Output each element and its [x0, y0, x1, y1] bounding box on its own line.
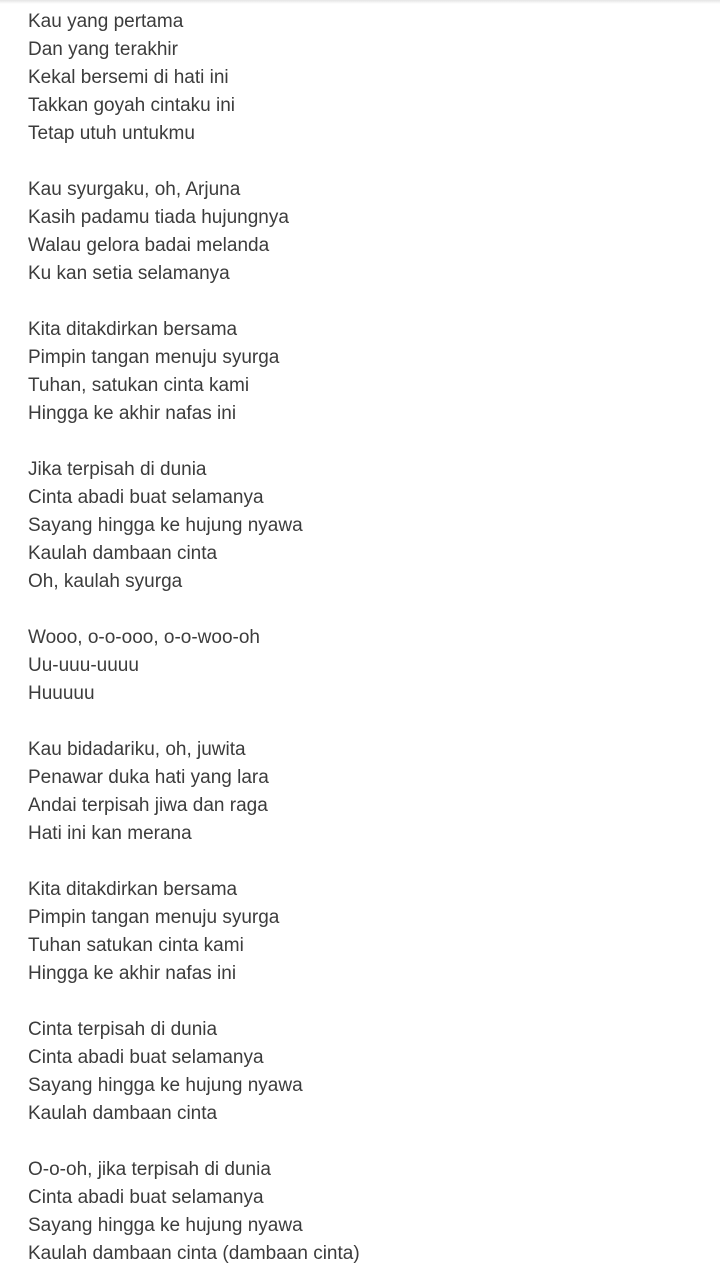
lyric-line: Hati ini kan merana	[28, 823, 192, 844]
lyrics-stanza	[28, 876, 688, 988]
lyric-line: Huuuuu	[28, 683, 95, 704]
lyric-line: Kaulah dambaan cinta (dambaan cinta)	[28, 1243, 360, 1264]
lyric-line: Cinta abadi buat selamanya	[28, 1047, 264, 1068]
lyric-line: Oh, kaulah syurga	[28, 571, 183, 592]
lyric-line: Hingga ke akhir nafas ini	[28, 403, 237, 424]
lyric-line: Andai terpisah jiwa dan raga	[28, 795, 268, 816]
lyric-line: Tuhan satukan cinta kami	[28, 935, 244, 956]
lyric-line: Pimpin tangan menuju syurga	[28, 907, 280, 928]
lyric-line: Sayang hingga ke hujung nyawa	[28, 515, 303, 536]
lyric-line: Cinta terpisah di dunia	[28, 1019, 218, 1040]
lyrics-stanza	[28, 736, 688, 848]
lyric-line: Sayang hingga ke hujung nyawa	[28, 1215, 303, 1236]
top-edge-shadow	[0, 0, 720, 4]
lyric-line: Cinta abadi buat selamanya	[28, 1187, 264, 1208]
lyric-line: Kaulah dambaan cinta	[28, 1103, 218, 1124]
lyric-line: Penawar duka hati yang lara	[28, 767, 269, 788]
lyric-line: Hingga ke akhir nafas ini	[28, 963, 237, 984]
lyric-line: Kau syurgaku, oh, Arjuna	[28, 179, 241, 200]
lyric-line: Tuhan, satukan cinta kami	[28, 375, 250, 396]
lyric-line: Jika terpisah di dunia	[28, 459, 207, 480]
lyrics-text	[28, 8, 688, 1268]
lyric-line: Dan yang terakhir	[28, 39, 178, 60]
lyric-line: Kasih padamu tiada hujungnya	[28, 207, 289, 228]
lyric-line: Takkan goyah cintaku ini	[28, 95, 236, 116]
lyric-line: Kau bidadariku, oh, juwita	[28, 739, 246, 760]
lyric-line: Kekal bersemi di hati ini	[28, 67, 229, 88]
lyric-line: Tetap utuh untukmu	[28, 123, 195, 144]
lyric-line: Wooo, o-o-ooo, o-o-woo-oh	[28, 627, 260, 648]
lyrics-stanza	[28, 456, 688, 596]
lyric-line: Pimpin tangan menuju syurga	[28, 347, 280, 368]
lyrics-stanza	[28, 176, 688, 288]
lyric-line: Kita ditakdirkan bersama	[28, 319, 238, 340]
lyric-line: Ku kan setia selamanya	[28, 263, 230, 284]
lyric-line: Uu-uuu-uuuu	[28, 655, 139, 676]
lyric-line: Kita ditakdirkan bersama	[28, 879, 238, 900]
lyrics-stanza	[28, 316, 688, 428]
lyrics-stanza	[28, 1156, 688, 1268]
lyrics-stanza	[28, 8, 688, 148]
lyric-line: O-o-oh, jika terpisah di dunia	[28, 1159, 271, 1180]
lyrics-stanza	[28, 1016, 688, 1128]
lyric-line: Sayang hingga ke hujung nyawa	[28, 1075, 303, 1096]
lyric-line: Cinta abadi buat selamanya	[28, 487, 264, 508]
lyric-line: Kau yang pertama	[28, 11, 184, 32]
lyrics-stanza	[28, 624, 688, 708]
lyric-line: Kaulah dambaan cinta	[28, 543, 218, 564]
lyric-line: Walau gelora badai melanda	[28, 235, 270, 256]
